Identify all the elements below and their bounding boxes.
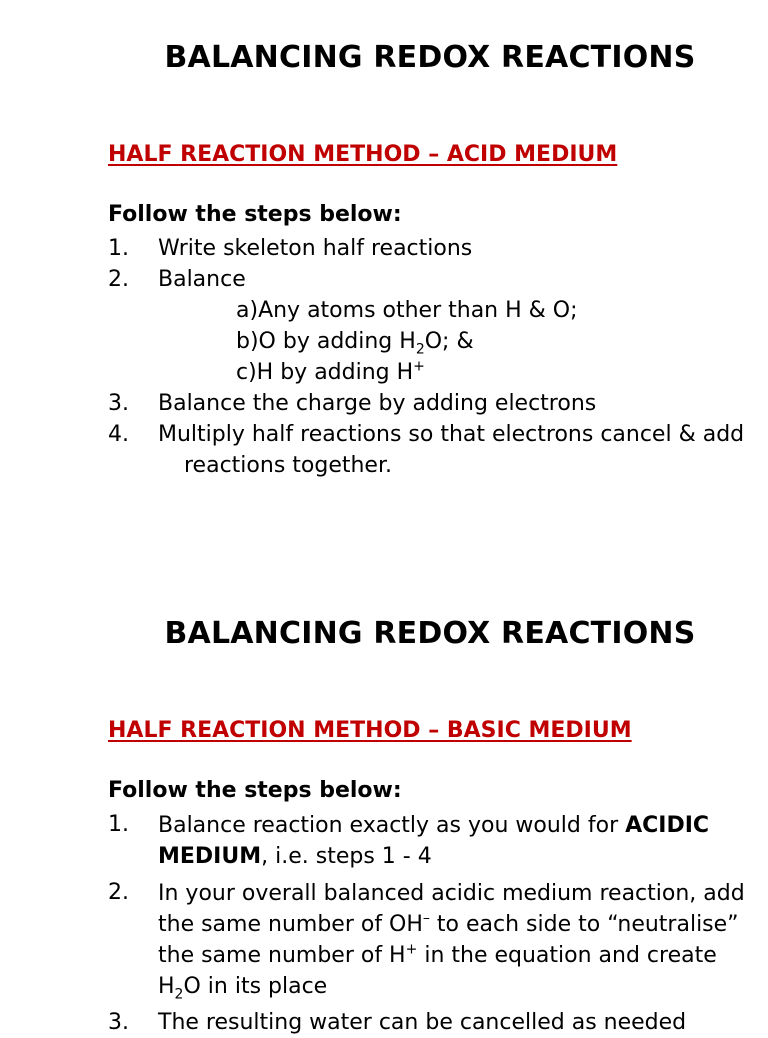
step-text: Balance reaction exactly as you would for ACIDIC MEDIUM, i.e. steps 1 - 4 bbox=[158, 813, 710, 869]
step-number: 2. bbox=[108, 267, 129, 292]
step-number: 2. bbox=[108, 880, 129, 905]
step-text: Balance bbox=[158, 267, 246, 292]
substep-c: c)H by adding H+ bbox=[236, 358, 425, 385]
section-subtitle: HALF REACTION METHOD – ACID MEDIUM bbox=[108, 142, 618, 167]
step-text: Multiply half reactions so that electrons cancel & add bbox=[158, 422, 745, 447]
step-number: 3. bbox=[108, 391, 129, 416]
step-number: 1. bbox=[108, 812, 129, 837]
steps-heading: Follow the steps below: bbox=[108, 202, 402, 227]
step-text: The resulting water can be cancelled as needed bbox=[158, 1010, 687, 1035]
substep-a: a)Any atoms other than H & O; bbox=[236, 298, 578, 323]
page-title: BALANCING REDOX REACTIONS bbox=[164, 40, 696, 75]
section-subtitle: HALF REACTION METHOD – BASIC MEDIUM bbox=[108, 718, 632, 743]
step-number: 3. bbox=[108, 1010, 129, 1035]
step-text: Balance the charge by adding electrons bbox=[158, 391, 597, 416]
step-text-continued: reactions together. bbox=[184, 453, 392, 478]
step-number: 1. bbox=[108, 236, 129, 261]
steps-heading: Follow the steps below: bbox=[108, 778, 402, 803]
step-text: Write skeleton half reactions bbox=[158, 236, 473, 261]
step-text: In your overall balanced acidic medium reaction, add the same number of OH– to each side to “neutralise” the same number of H+ in the equation and create $H_2O$ in its place bbox=[158, 881, 745, 1003]
step-number: 4. bbox=[108, 422, 129, 447]
page-title: BALANCING REDOX REACTIONS bbox=[164, 616, 696, 651]
substep-b: b)O by adding $H_2O$; & bbox=[236, 329, 474, 358]
